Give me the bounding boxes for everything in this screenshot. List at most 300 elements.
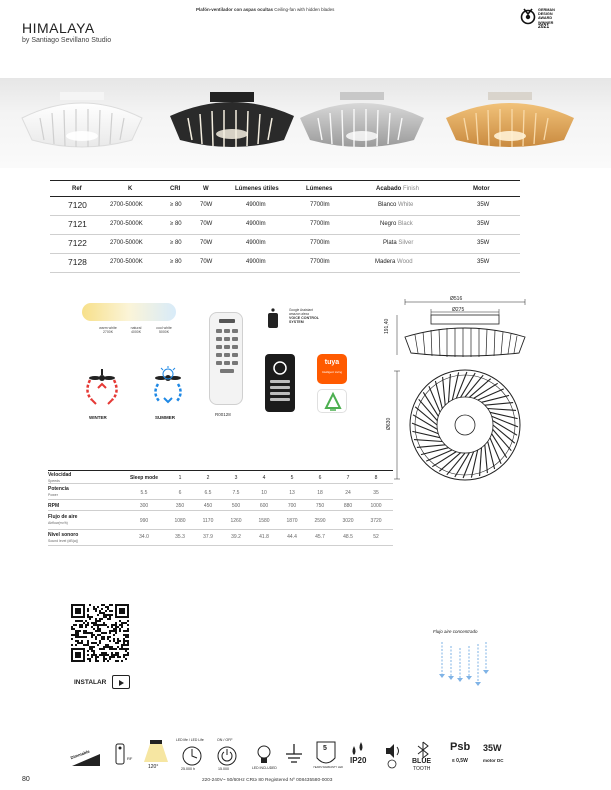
finish-cell: Blanco White <box>378 202 414 208</box>
fan-spoke <box>478 389 504 400</box>
summer-label: SUMMER <box>155 415 175 420</box>
finish-cell: Plata Silver <box>383 240 414 246</box>
qr-module <box>79 620 81 622</box>
qr-module <box>87 614 89 616</box>
qr-module <box>107 660 109 662</box>
qr-module <box>115 628 117 630</box>
lumens-useful-cell: 4900lm <box>246 240 266 246</box>
qr-module <box>93 606 95 608</box>
rpm-value: 880 <box>343 503 353 509</box>
qr-module <box>121 626 123 628</box>
qr-module <box>117 638 119 640</box>
qr-module <box>85 644 87 646</box>
qr-module <box>115 622 117 624</box>
qr-module <box>99 624 101 626</box>
qr-module <box>81 636 83 638</box>
qr-module <box>89 658 91 660</box>
qr-module <box>95 654 97 656</box>
angle-caption: 120° <box>148 764 159 770</box>
qr-module <box>123 640 125 642</box>
qr-module <box>105 646 107 648</box>
qr-module <box>111 654 113 656</box>
sound-value: 35.3 <box>175 534 185 540</box>
qr-module <box>103 654 105 656</box>
dimension-drawings <box>375 293 535 493</box>
qr-module <box>127 630 129 632</box>
qr-module <box>111 624 113 626</box>
qr-module <box>91 646 93 648</box>
qr-module <box>123 654 125 656</box>
qr-module <box>109 658 111 660</box>
qr-module <box>95 610 97 612</box>
qr-module <box>111 648 113 650</box>
qr-module <box>127 654 129 656</box>
qr-module <box>103 604 105 606</box>
qr-module <box>123 630 125 632</box>
qr-module <box>123 648 125 650</box>
row-label: Potencia <box>48 486 69 492</box>
qr-module <box>91 636 93 638</box>
qr-module <box>115 654 117 656</box>
fan-spoke <box>414 440 442 442</box>
ip-caption: IP20 <box>350 756 367 765</box>
spec-table <box>50 180 520 273</box>
rpm-value: 500 <box>231 503 241 509</box>
ip20-icon <box>353 742 363 755</box>
qr-module <box>87 610 89 612</box>
speed-header: 3 <box>234 475 238 481</box>
qr-module <box>105 654 107 656</box>
qr-module <box>77 634 79 636</box>
table-row <box>50 235 520 254</box>
tooth-caption: TOOTH <box>413 766 431 772</box>
power-value: 24 <box>345 490 351 496</box>
qr-module <box>95 660 97 662</box>
rpm-value: 350 <box>175 503 185 509</box>
qr-module <box>117 656 119 658</box>
page-number: 80 <box>22 776 30 783</box>
qr-module <box>119 630 121 632</box>
motor-w-caption: 35W <box>483 743 502 753</box>
white-fan-lamp <box>22 92 142 147</box>
fan-spoke <box>490 438 501 464</box>
qr-module <box>111 652 113 654</box>
qr-module <box>75 630 77 632</box>
sound-value: 34.0 <box>139 534 149 540</box>
qr-module <box>97 614 99 616</box>
cri-cell: ≥ 80 <box>170 259 182 265</box>
rpm-value: 600 <box>259 503 269 509</box>
qr-module <box>75 624 77 626</box>
qr-module <box>81 642 83 644</box>
qr-module <box>119 656 121 658</box>
qr-module <box>97 644 99 646</box>
on-off-caption: ON / OFF <box>217 738 233 742</box>
rf-caption: RF <box>127 756 133 761</box>
qr-module <box>117 640 119 642</box>
lumens-cell: 7700lm <box>310 259 330 265</box>
qr-module <box>75 634 77 636</box>
rpm-value: 700 <box>287 503 297 509</box>
video-play-icon[interactable] <box>112 675 130 689</box>
qr-module <box>127 642 129 644</box>
qr-module <box>109 630 111 632</box>
qr-module <box>91 656 93 658</box>
qr-module <box>99 634 101 636</box>
qr-code[interactable] <box>71 604 129 662</box>
qr-module <box>91 632 93 634</box>
qr-module <box>91 650 93 652</box>
qr-module <box>111 604 113 606</box>
perf-row-airflow <box>48 511 393 530</box>
cct-natural: natural 4000K <box>130 326 142 334</box>
lumens-cell: 7700lm <box>310 202 330 208</box>
airflow-value: 1870 <box>286 518 298 524</box>
row-sublabel: Airflow(m³/h) <box>48 521 68 525</box>
rpm-value: 750 <box>315 503 325 509</box>
summer-mode-icon <box>148 366 188 410</box>
qr-module <box>103 612 105 614</box>
qr-module <box>101 608 103 610</box>
qr-module <box>123 638 125 640</box>
qr-module <box>93 652 95 654</box>
sound-value: 37.9 <box>203 534 213 540</box>
qr-module <box>105 610 107 612</box>
qr-module <box>101 636 103 638</box>
qr-module <box>111 630 113 632</box>
qr-module <box>95 618 97 620</box>
qr-module <box>81 620 83 622</box>
qr-module <box>125 634 127 636</box>
airflow-value: 1580 <box>258 518 270 524</box>
qr-module <box>111 656 113 658</box>
motor-cell: 35W <box>477 259 490 265</box>
qr-module <box>101 612 103 614</box>
qr-module <box>111 626 113 628</box>
qr-module <box>97 626 99 628</box>
airflow-value: 1170 <box>202 518 214 524</box>
speed-header: 4 <box>262 475 266 481</box>
power-value: 6.5 <box>204 490 212 496</box>
col-ref: Ref <box>72 186 82 192</box>
qr-module <box>119 624 121 626</box>
ref-cell: 7120 <box>68 200 87 210</box>
airflow-arrows-icon <box>436 640 490 686</box>
rpm-value: 450 <box>203 503 213 509</box>
qr-module <box>115 652 117 654</box>
qr-module <box>107 608 109 610</box>
qr-module <box>93 624 95 626</box>
bluetooth-icon <box>418 742 428 758</box>
qr-module <box>109 646 111 648</box>
qr-module <box>125 636 127 638</box>
qr-module <box>103 652 105 654</box>
w-cell: 70W <box>200 240 213 246</box>
speed-header: 7 <box>346 475 350 481</box>
qr-module <box>85 624 87 626</box>
qr-module <box>79 642 81 644</box>
sound-value: 41.8 <box>259 534 269 540</box>
qr-module <box>117 654 119 656</box>
qr-module <box>83 622 85 624</box>
product-subtitle: by Santiago Sevillano Studio <box>22 37 112 44</box>
qr-module <box>99 618 101 620</box>
qr-module <box>77 636 79 638</box>
warranty-caption: YEARS WARRANTY LED <box>313 766 343 769</box>
qr-module <box>89 648 91 650</box>
warranty-years: 5 <box>323 745 327 752</box>
qr-module <box>111 610 113 612</box>
qr-module <box>73 634 75 636</box>
qr-module <box>127 644 129 646</box>
qr-module <box>101 654 103 656</box>
qr-module <box>83 630 85 632</box>
qr-module <box>93 650 95 652</box>
qr-module <box>103 614 105 616</box>
qr-module <box>89 660 91 662</box>
col-motor: Motor <box>473 186 490 192</box>
cri-cell: ≥ 80 <box>170 240 182 246</box>
top-caption <box>196 7 334 12</box>
cct-warm: warm white 2700K <box>99 326 117 334</box>
qr-module <box>91 622 93 624</box>
led-life-caption: LED life / LED Life <box>176 738 204 742</box>
motor-cell: 35W <box>477 240 490 246</box>
cri-cell: ≥ 80 <box>170 202 182 208</box>
qr-module <box>99 640 101 642</box>
ref-cell: 7121 <box>68 219 87 229</box>
col-k: K <box>128 186 133 192</box>
qr-module <box>117 652 119 654</box>
qr-module <box>111 614 113 616</box>
on-off-count-caption: 15.000 <box>218 767 229 771</box>
qr-module <box>113 654 115 656</box>
qr-module <box>77 632 79 634</box>
qr-module <box>125 654 127 656</box>
qr-module <box>99 630 101 632</box>
qr-module <box>109 640 111 642</box>
fan-spoke <box>485 403 513 406</box>
qr-module <box>107 644 109 646</box>
fan-spoke <box>480 448 482 476</box>
qr-module <box>93 628 95 630</box>
qr-module <box>115 648 117 650</box>
qr-module <box>75 620 77 622</box>
col-lumens: Lúmenes <box>306 186 333 192</box>
qr-module <box>101 638 103 640</box>
qr-module <box>103 616 105 618</box>
qr-module <box>87 624 89 626</box>
dim-height: 191,40 <box>384 318 390 334</box>
qr-module <box>95 638 97 640</box>
finish-cell: Negro Black <box>380 221 413 227</box>
qr-module <box>77 642 79 644</box>
qr-module <box>71 634 73 636</box>
qr-module <box>93 608 95 610</box>
fan-spoke <box>488 409 516 411</box>
qr-module <box>121 622 123 624</box>
tuya-app-logo: tuya Intelligent Living <box>317 354 347 384</box>
qr-module <box>113 630 115 632</box>
qr-module <box>119 640 121 642</box>
k-cell: 2700-5000K <box>110 202 143 208</box>
qr-module <box>71 644 73 646</box>
perf-header-row <box>48 470 393 484</box>
rpm-value: 300 <box>139 503 149 509</box>
airflow-value: 3720 <box>370 518 382 524</box>
qr-module <box>87 608 89 610</box>
dimmable-caption: Dimmable <box>69 748 91 761</box>
qr-module <box>93 622 95 624</box>
airflow-value: 1260 <box>230 518 242 524</box>
power-value: 5.5 <box>140 490 148 496</box>
qr-module <box>103 622 105 624</box>
motor-sub-caption: motor DC <box>483 758 504 763</box>
qr-module <box>125 630 127 632</box>
award-icon <box>520 6 536 26</box>
qr-module <box>87 616 89 618</box>
qr-module <box>99 610 101 612</box>
led-hours-caption: 25.000 h <box>181 767 195 771</box>
power-value: 10 <box>261 490 267 496</box>
qr-module <box>121 624 123 626</box>
airflow-value: 990 <box>139 518 149 524</box>
qr-module <box>93 654 95 656</box>
qr-module <box>79 624 81 626</box>
lumens-useful-cell: 4900lm <box>246 259 266 265</box>
qr-module <box>107 646 109 648</box>
qr-module <box>119 620 121 622</box>
qr-module <box>107 606 109 608</box>
qr-module <box>109 604 111 606</box>
qr-module <box>101 618 103 620</box>
qr-module <box>83 644 85 646</box>
qr-module <box>117 660 119 662</box>
qr-module <box>97 606 99 608</box>
footer-text: 220-240V~ 50/60Hz CRI≥ 80 Registered Nº 008435580-0003 <box>202 778 333 783</box>
qr-module <box>91 648 93 650</box>
qr-module <box>95 642 97 644</box>
qr-module <box>97 624 99 626</box>
qr-module <box>87 632 89 634</box>
qr-module <box>83 636 85 638</box>
smartphone-app-image <box>265 354 295 412</box>
qr-module <box>105 616 107 618</box>
qr-module <box>93 646 95 648</box>
qr-module <box>71 628 73 630</box>
qr-module <box>101 604 103 606</box>
qr-module <box>119 648 121 650</box>
sound-icon <box>386 744 399 768</box>
qr-module <box>115 642 117 644</box>
qr-module <box>95 622 97 624</box>
award-text: GERMAN DESIGN AWARD WINNER 2021 <box>538 8 555 30</box>
qr-module <box>105 606 107 608</box>
qr-module <box>95 658 97 660</box>
qr-module <box>111 646 113 648</box>
col-lumens-useful: Lúmenes útiles <box>235 186 279 192</box>
qr-module <box>103 656 105 658</box>
qr-module <box>115 624 117 626</box>
qr-module <box>87 644 89 646</box>
qr-module <box>99 628 101 630</box>
qr-module <box>103 624 105 626</box>
product-photo-band <box>0 78 611 168</box>
lumens-cell: 7700lm <box>310 240 330 246</box>
qr-module <box>101 648 103 650</box>
fan-spoke <box>485 445 488 473</box>
qr-module <box>105 652 107 654</box>
row-label: Flujo de aire <box>48 514 78 520</box>
qr-module <box>123 634 125 636</box>
qr-module <box>127 648 129 650</box>
sound-value: 39.2 <box>231 534 241 540</box>
qr-module <box>105 624 107 626</box>
qr-module <box>115 660 117 662</box>
qr-module <box>89 646 91 648</box>
qr-module <box>97 656 99 658</box>
psb-caption: Psb <box>450 741 471 753</box>
speed-label: Velocidad <box>48 472 72 478</box>
qr-module <box>109 616 111 618</box>
qr-module <box>105 614 107 616</box>
qr-module <box>101 624 103 626</box>
perf-row-rpm <box>48 500 393 511</box>
qr-module <box>75 632 77 634</box>
rpm-value: 1000 <box>370 503 382 509</box>
qr-module <box>89 618 91 620</box>
w-cell: 70W <box>200 259 213 265</box>
qr-module <box>123 622 125 624</box>
qr-module <box>89 604 91 606</box>
feature-icons-row <box>69 738 522 776</box>
black-fan-lamp <box>170 92 294 147</box>
qr-module <box>127 640 129 642</box>
sound-value: 45.7 <box>315 534 325 540</box>
qr-module <box>105 632 107 634</box>
qr-module <box>125 658 127 660</box>
beam-angle-icon <box>144 740 168 762</box>
voice-control-text: Google Assistant amazon alexa VOICE CONTROL SYSTEM <box>289 308 319 324</box>
qr-module <box>123 644 125 646</box>
qr-module <box>103 660 105 662</box>
qr-module <box>87 654 89 656</box>
qr-module <box>97 628 99 630</box>
install-label[interactable]: INSTALAR <box>74 679 107 686</box>
dim-outer: Ø516 <box>450 296 463 302</box>
table-row <box>50 254 520 273</box>
row-sublabel: Sound level (dB(a)) <box>48 539 79 543</box>
qr-module <box>103 658 105 660</box>
dim-top: Ø630 <box>386 417 392 430</box>
qr-finder <box>75 608 81 614</box>
lumens-useful-cell: 4900lm <box>246 221 266 227</box>
qr-module <box>101 632 103 634</box>
w-cell: 70W <box>200 221 213 227</box>
qr-module <box>115 626 117 628</box>
qr-module <box>75 644 77 646</box>
qr-module <box>109 648 111 650</box>
qr-module <box>113 648 115 650</box>
finish-cell: Madera Wood <box>375 259 413 265</box>
qr-module <box>125 648 127 650</box>
qr-module <box>85 620 87 622</box>
speed-header: 1 <box>178 475 182 481</box>
qr-module <box>95 630 97 632</box>
led-life-icon <box>183 747 201 765</box>
qr-module <box>109 656 111 658</box>
qr-module <box>99 654 101 656</box>
